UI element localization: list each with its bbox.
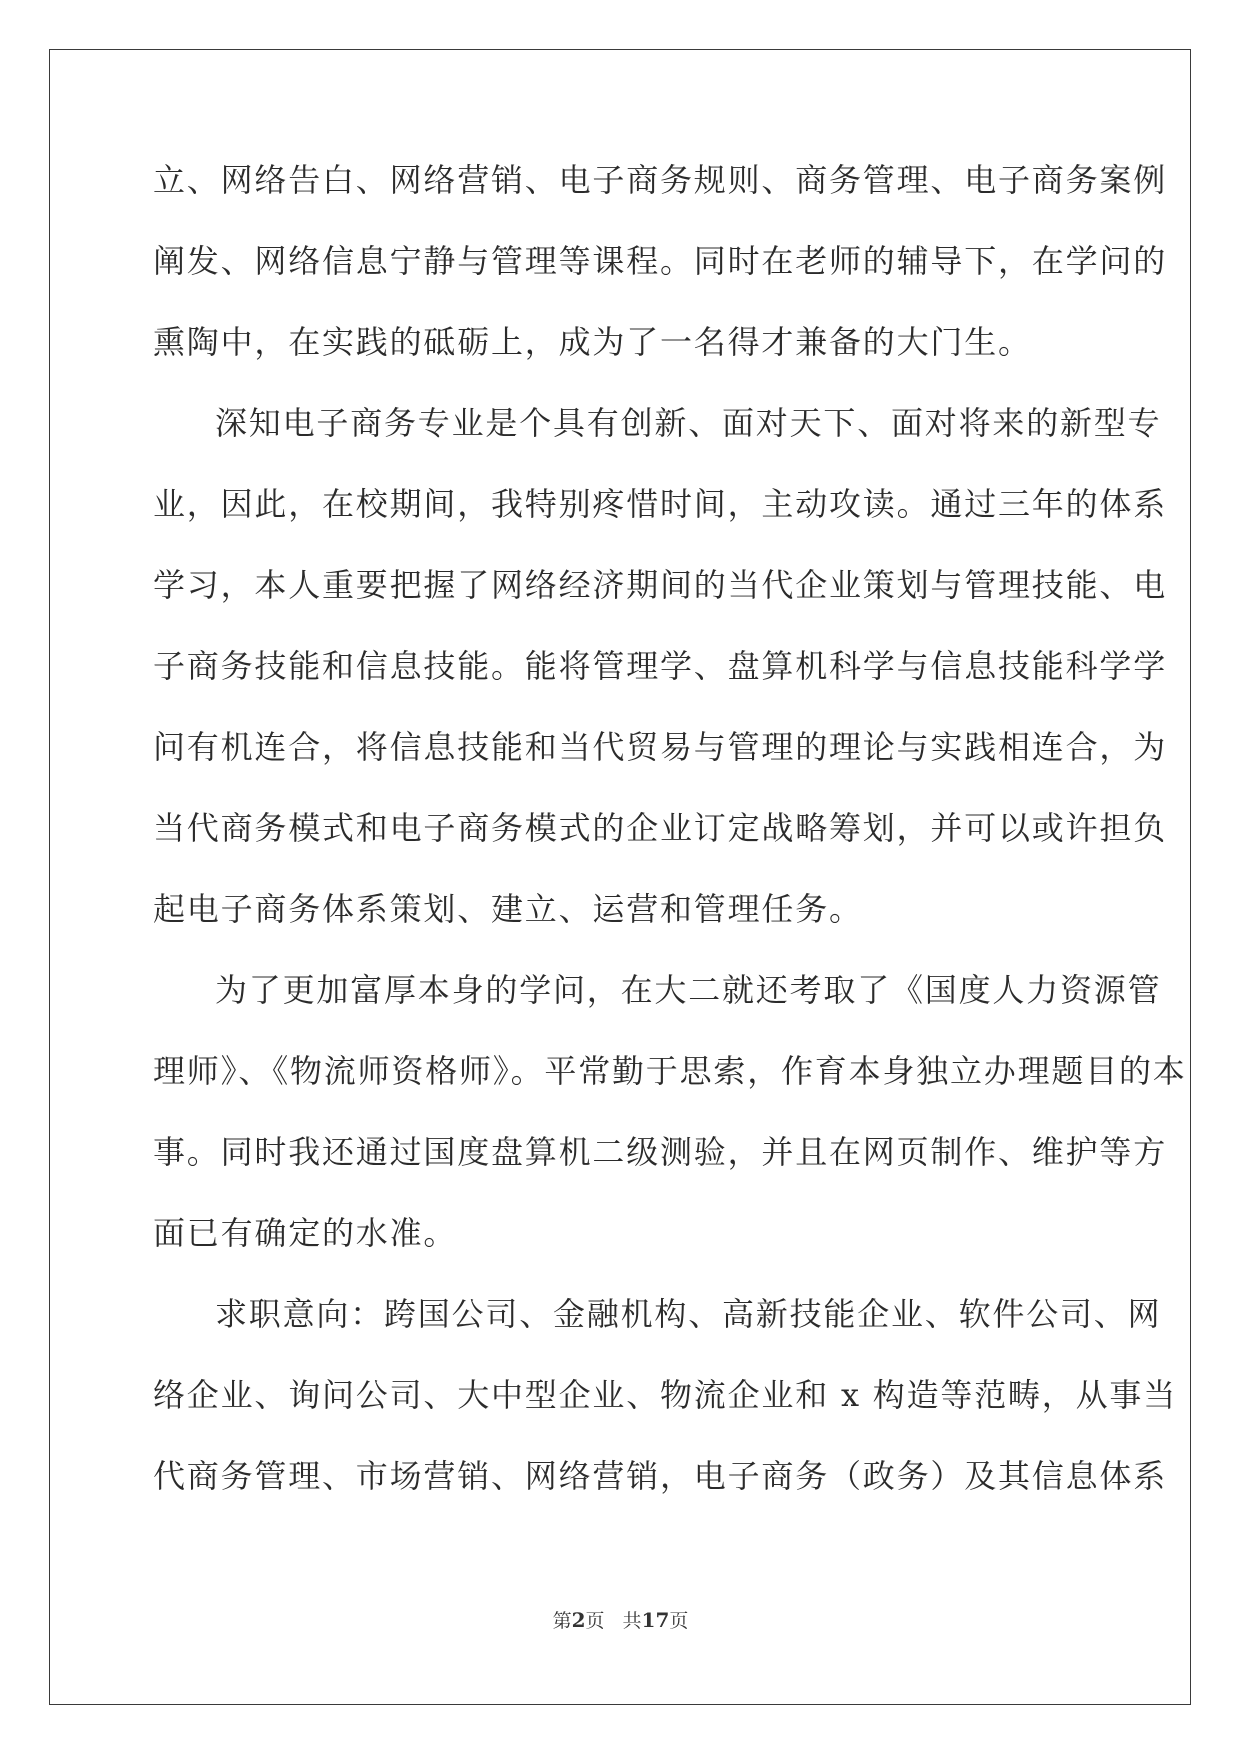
total-suffix: 页 (669, 1610, 689, 1632)
text-line: 事。同时我还通过国度盘算机二级测验，并且在网页制作、维护等方 (153, 1133, 1168, 1171)
text-line: 学习，本人重要把握了网络经济期间的当代企业策划与管理技能、电 (153, 566, 1168, 604)
text-line: 理师》、《物流师资格师》。平常勤于思索，作育本身独立办理题目的本 (153, 1052, 1187, 1090)
text-line: 阐发、网络信息宁静与管理等课程。同时在老师的辅导下，在学问的 (153, 242, 1168, 280)
total-pages: 17 (641, 1608, 670, 1632)
text-line: 立、网络告白、网络营销、电子商务规则、商务管理、电子商务案例 (153, 161, 1168, 199)
text-line: 代商务管理、市场营销、网络营销，电子商务（政务）及其信息体系 (153, 1457, 1168, 1495)
paragraph-first-line: 为了更加富厚本身的学问，在大二就还考取了《国度人力资源管 (215, 971, 1162, 1009)
text-line: 面已有确定的水准。 (153, 1214, 458, 1252)
page-prefix: 第 (552, 1610, 572, 1632)
page-footer (0, 1608, 1241, 1633)
total-prefix: 共 (622, 1610, 642, 1632)
text-line: 业，因此，在校期间，我特别疼惜时间，主动攻读。通过三年的体系 (153, 485, 1168, 523)
text-line: 当代商务模式和电子商务模式的企业订定战略筹划，并可以或许担负 (153, 809, 1168, 847)
text-line: 起电子商务体系策划、建立、运营和管理任务。 (153, 890, 863, 928)
text-line: 问有机连合，将信息技能和当代贸易与管理的理论与实践相连合，为 (153, 728, 1168, 766)
document-body (153, 160, 1187, 1537)
page-suffix: 页 (585, 1610, 605, 1632)
text-line: 络企业、询问公司、大中型企业、物流企业和 x 构造等范畴，从事当 (153, 1376, 1177, 1414)
text-line: 熏陶中，在实践的砥砺上，成为了一名得才兼备的大门生。 (153, 323, 1032, 361)
paragraph-first-line: 深知电子商务专业是个具有创新、面对天下、面对将来的新型专 (215, 404, 1162, 442)
text-line: 子商务技能和信息技能。能将管理学、盘算机科学与信息技能科学学 (153, 647, 1168, 685)
paragraph-first-line: 求职意向：跨国公司、金融机构、高新技能企业、软件公司、网 (215, 1295, 1162, 1333)
page-number: 2 (571, 1608, 586, 1632)
